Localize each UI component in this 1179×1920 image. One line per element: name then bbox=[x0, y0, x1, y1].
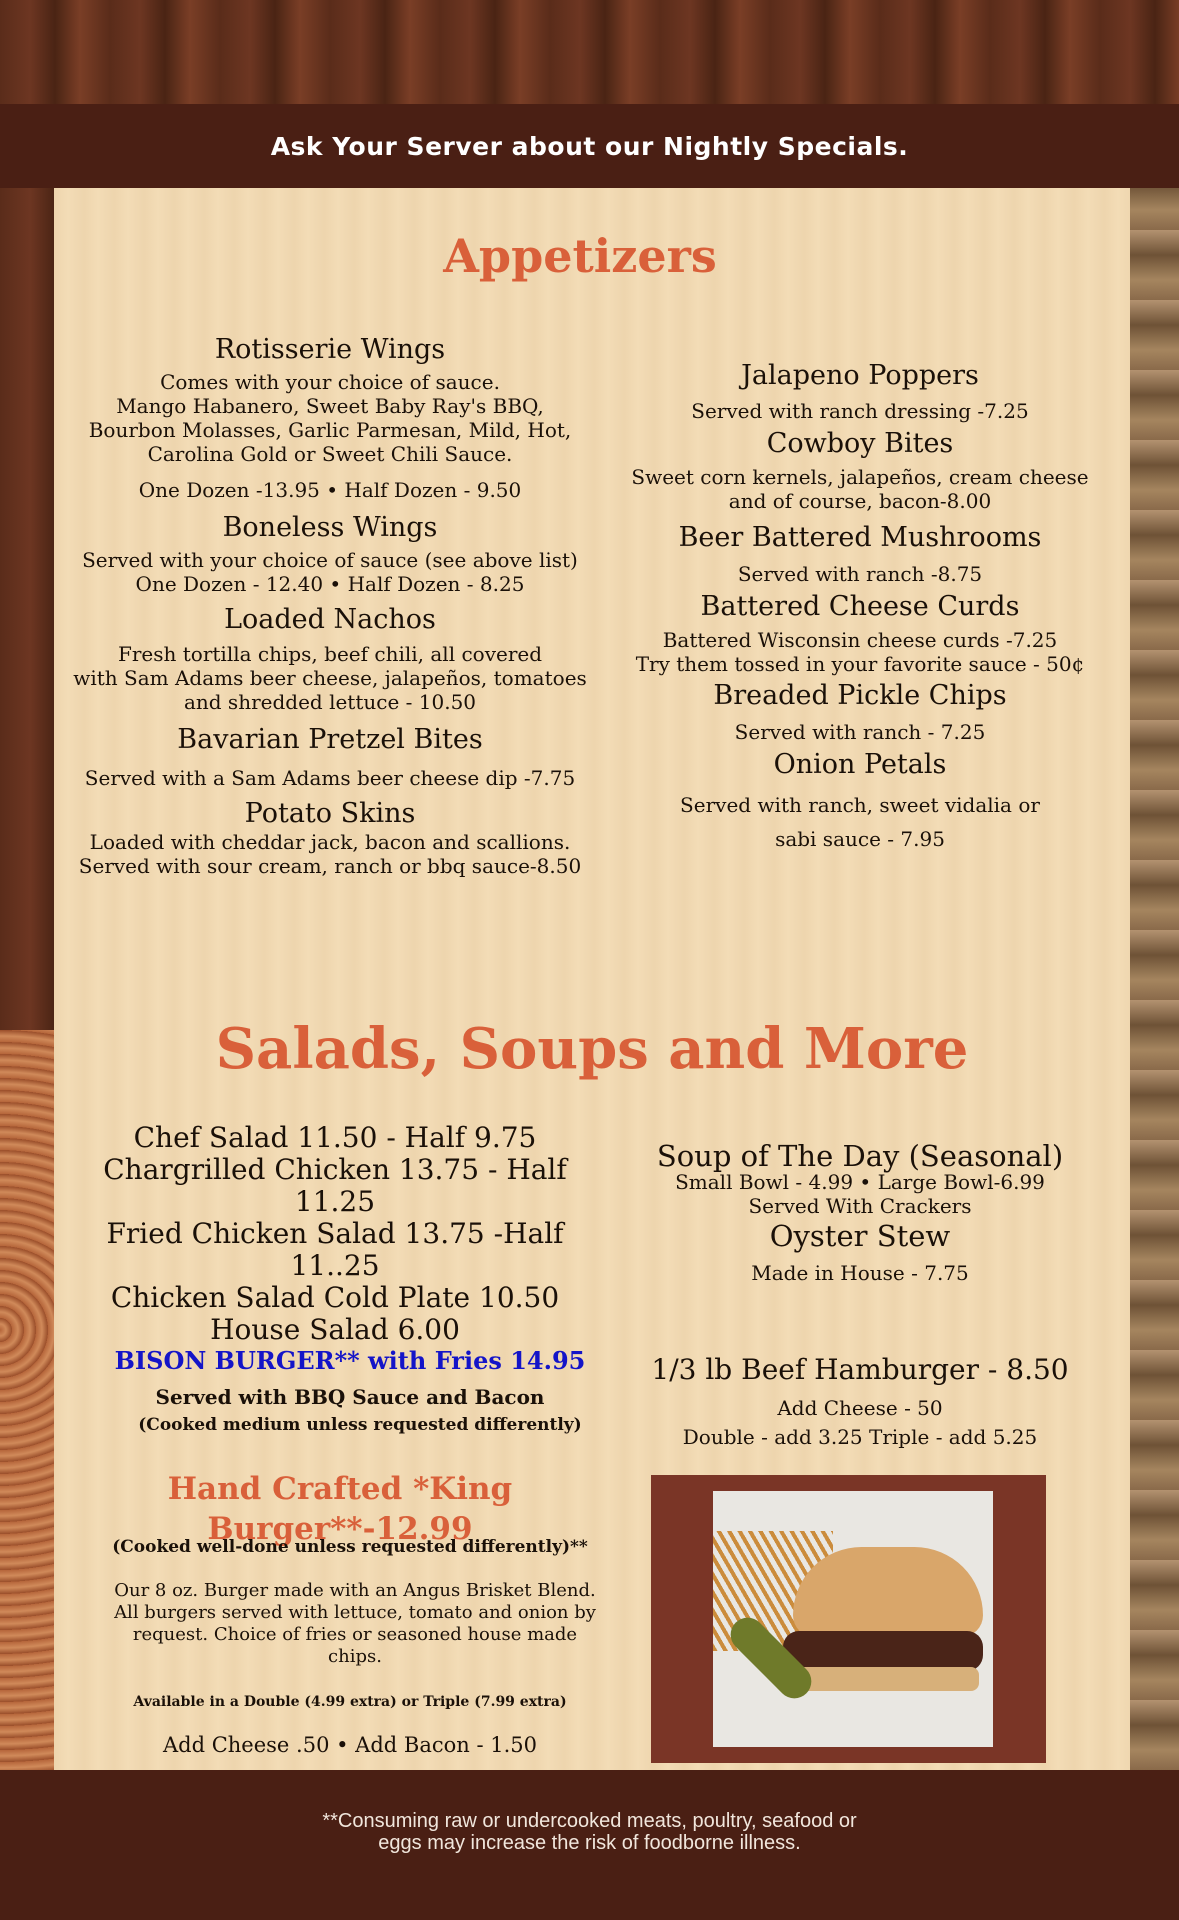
soup-of-day-desc bbox=[630, 1170, 1090, 1218]
boneless-wings-desc bbox=[70, 548, 590, 596]
salads-heading: Salads, Soups and More bbox=[215, 1016, 969, 1082]
desc-line: Add Cheese - 50 bbox=[777, 1396, 943, 1420]
desc-line: Sweet corn kernels, jalapeños, cream cheese bbox=[631, 465, 1089, 489]
foodborne-warning bbox=[0, 1810, 1179, 1854]
pickle-chips-name: Breaded Pickle Chips bbox=[713, 680, 1007, 711]
desc-line: sabi sauce - 7.95 bbox=[775, 827, 945, 851]
beef-hamburger-name: 1/3 lb Beef Hamburger - 8.50 bbox=[651, 1353, 1069, 1386]
pretzel-bites-desc: Served with a Sam Adams beer cheese dip -7.75 bbox=[84, 766, 576, 790]
desc-line: and shredded lettuce - 10.50 bbox=[183, 690, 477, 714]
rotisserie-wings-name: Rotisserie Wings bbox=[214, 334, 446, 365]
desc-line: Loaded with cheddar jack, bacon and scallions. bbox=[89, 830, 571, 854]
burger-photo bbox=[713, 1491, 993, 1747]
rotisserie-wings-price: One Dozen -13.95 • Half Dozen - 9.50 bbox=[138, 478, 522, 502]
cheese-curds-desc bbox=[630, 628, 1090, 676]
desc-line: All burgers served with lettuce, tomato and onion by bbox=[114, 1602, 596, 1623]
king-burger-availability: Available in a Double (4.99 extra) or Triple (7.99 extra) bbox=[133, 1694, 567, 1710]
soup-of-day-name: Soup of The Day (Seasonal) bbox=[656, 1139, 1064, 1173]
jalapeno-poppers-name: Jalapeno Poppers bbox=[741, 360, 979, 391]
list-item: Chicken Salad Cold Plate 10.50 bbox=[110, 1281, 560, 1314]
beer-mushrooms-desc: Served with ranch -8.75 bbox=[737, 562, 983, 586]
desc-line: Served with sour cream, ranch or bbq sauce-8.50 bbox=[78, 854, 582, 878]
desc-line: Bourbon Molasses, Garlic Parmesan, Mild, Hot, bbox=[88, 418, 572, 442]
cheese-curds-name: Battered Cheese Curds bbox=[700, 591, 1020, 622]
cowboy-bites-desc bbox=[630, 465, 1090, 513]
desc-line: Served with ranch, sweet vidalia or bbox=[680, 793, 1040, 817]
desc-line: Our 8 oz. Burger made with an Angus Brisket Blend. bbox=[114, 1580, 596, 1601]
pickle-chips-desc: Served with ranch - 7.25 bbox=[734, 720, 986, 744]
king-burger-title: Hand Crafted *King Burger**-12.99 bbox=[167, 1471, 513, 1547]
burger-photo-frame bbox=[651, 1475, 1046, 1763]
specials-banner bbox=[0, 104, 1179, 188]
beer-mushrooms-name: Beer Battered Mushrooms bbox=[678, 522, 1042, 553]
king-burger-desc bbox=[90, 1580, 620, 1668]
list-item: Chef Salad 11.50 - Half 9.75 bbox=[133, 1121, 537, 1154]
footer-banner bbox=[0, 1770, 1179, 1920]
desc-line: Try them tossed in your favorite sauce - 50¢ bbox=[635, 652, 1085, 676]
onion-petals-name: Onion Petals bbox=[773, 749, 947, 780]
loaded-nachos-desc bbox=[70, 642, 590, 714]
bun-bottom-shape bbox=[797, 1667, 979, 1691]
cowboy-bites-name: Cowboy Bites bbox=[766, 428, 954, 459]
list-item: Fried Chicken Salad 13.75 -Half 11..25 bbox=[106, 1217, 564, 1282]
warning-line: eggs may increase the risk of foodborne illness. bbox=[378, 1832, 801, 1854]
loaded-nachos-name: Loaded Nachos bbox=[224, 604, 436, 635]
list-item: House Salad 6.00 bbox=[210, 1313, 460, 1346]
desc-line: One Dozen - 12.40 • Half Dozen - 8.25 bbox=[135, 572, 525, 596]
king-burger-note: (Cooked well-done unless requested differently)** bbox=[112, 1537, 588, 1557]
desc-line: and of course, bacon-8.00 bbox=[728, 489, 992, 513]
rotisserie-wings-desc bbox=[70, 370, 590, 466]
desc-line: Carolina Gold or Sweet Chili Sauce. bbox=[147, 442, 513, 466]
desc-line: Served With Crackers bbox=[748, 1194, 972, 1218]
desc-line: Mango Habanero, Sweet Baby Ray's BBQ, bbox=[116, 394, 544, 418]
patty-shape bbox=[783, 1631, 983, 1671]
desc-line: request. Choice of fries or seasoned house made bbox=[132, 1624, 578, 1645]
list-item: Chargrilled Chicken 13.75 - Half 11.25 bbox=[103, 1153, 567, 1218]
specials-text: Ask Your Server about our Nightly Specials. bbox=[270, 131, 909, 161]
desc-line: Double - add 3.25 Triple - add 5.25 bbox=[682, 1425, 1038, 1449]
desc-line: with Sam Adams beer cheese, jalapeños, tomatoes bbox=[73, 666, 587, 690]
beef-hamburger-desc bbox=[630, 1394, 1090, 1452]
desc-line: Fresh tortilla chips, beef chili, all covered bbox=[117, 642, 543, 666]
desc-line: Battered Wisconsin cheese curds -7.25 bbox=[662, 628, 1058, 652]
bun-top-shape bbox=[793, 1547, 983, 1637]
oyster-stew-name: Oyster Stew bbox=[769, 1219, 951, 1253]
onion-petals-desc bbox=[630, 788, 1090, 856]
king-burger-addons: Add Cheese .50 • Add Bacon - 1.50 bbox=[162, 1733, 537, 1757]
warning-line: **Consuming raw or undercooked meats, poultry, seafood or bbox=[322, 1810, 857, 1832]
bison-burger-line2: (Cooked medium unless requested differently) bbox=[138, 1415, 582, 1435]
jalapeno-poppers-desc: Served with ranch dressing -7.25 bbox=[691, 399, 1029, 423]
desc-line: chips. bbox=[328, 1646, 382, 1667]
wood-stump-decoration bbox=[0, 1030, 54, 1770]
bison-burger-title: BISON BURGER** with Fries 14.95 bbox=[114, 1346, 586, 1375]
desc-line: Small Bowl - 4.99 • Large Bowl-6.99 bbox=[675, 1170, 1045, 1194]
boneless-wings-name: Boneless Wings bbox=[222, 512, 438, 543]
appetizers-heading: Appetizers bbox=[443, 229, 717, 283]
potato-skins-name: Potato Skins bbox=[244, 798, 416, 829]
bison-burger-line1: Served with BBQ Sauce and Bacon bbox=[155, 1385, 545, 1409]
salads-list bbox=[60, 1122, 610, 1346]
desc-line: Served with your choice of sauce (see above list) bbox=[82, 548, 578, 572]
oyster-stew-desc: Made in House - 7.75 bbox=[751, 1261, 969, 1285]
potato-skins-desc bbox=[70, 830, 590, 878]
pretzel-bites-name: Bavarian Pretzel Bites bbox=[177, 724, 483, 755]
bark-decoration bbox=[1130, 188, 1179, 1770]
desc-line: Comes with your choice of sauce. bbox=[160, 370, 500, 394]
